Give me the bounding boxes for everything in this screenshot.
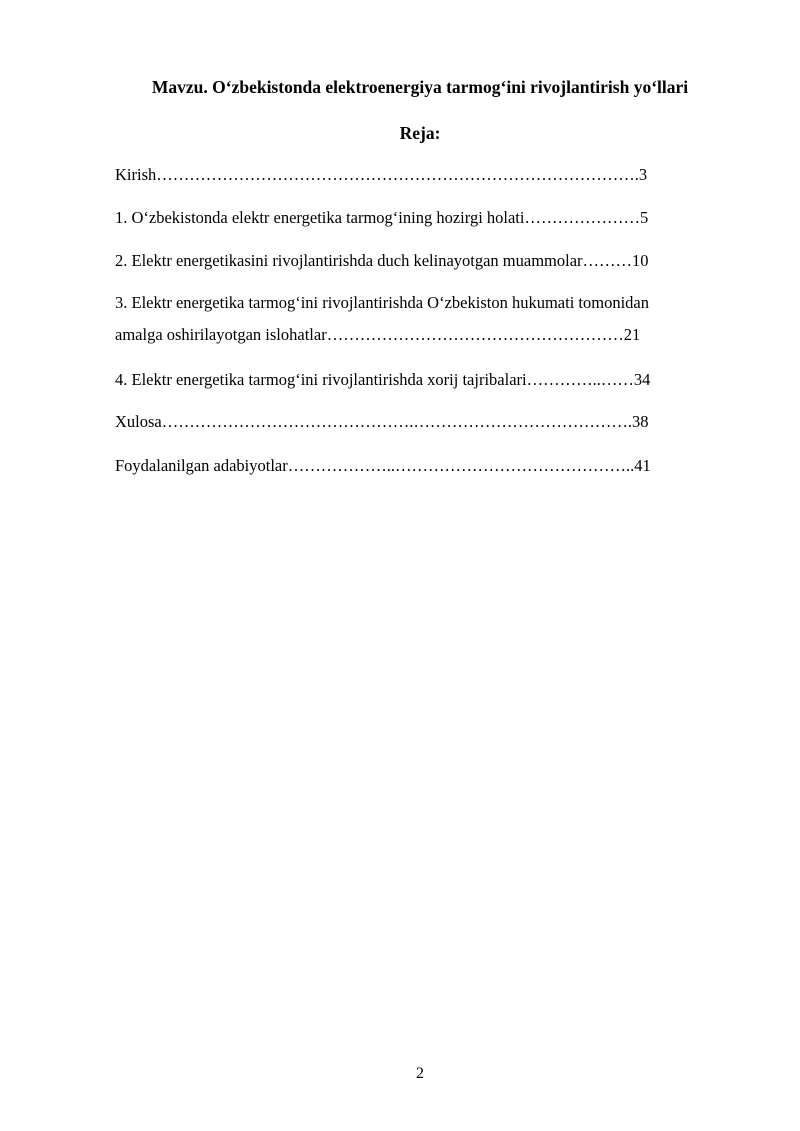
toc-entry-conclusion: Xulosa……………………………………….………………………………….38	[115, 412, 649, 431]
toc-entry-2: 2. Elektr energetikasini rivojlantirishda duch kelinayotgan muammolar………10	[115, 251, 649, 270]
toc-entry-3-line-1: 3. Elektr energetika tarmog‘ini rivojlantirishda O‘zbekiston hukumati tomonidan	[115, 293, 649, 312]
plan-heading: Reja:	[399, 123, 441, 143]
toc-entry-1: 1. O‘zbekistonda elektr energetika tarmog‘ining hozirgi holati…………………5	[115, 208, 649, 227]
page-number: 2	[416, 1065, 424, 1082]
toc-entry-3-line-2: amalga oshirilayotgan islohatlar………………………………………………21	[115, 325, 641, 344]
document-title: Mavzu. O‘zbekistonda elektroenergiya tarmog‘ini rivojlantirish yo‘llari	[151, 77, 689, 97]
toc-entry-introduction: Kirish…………………………………………………………………………….3	[115, 165, 648, 184]
toc-entry-4: 4. Elektr energetika tarmog‘ini rivojlantirishda xorij tajribalari…………..……34	[115, 370, 651, 389]
toc-entry-references: Foydalanilgan adabiyotlar………………..……………………………………..41	[115, 456, 651, 475]
